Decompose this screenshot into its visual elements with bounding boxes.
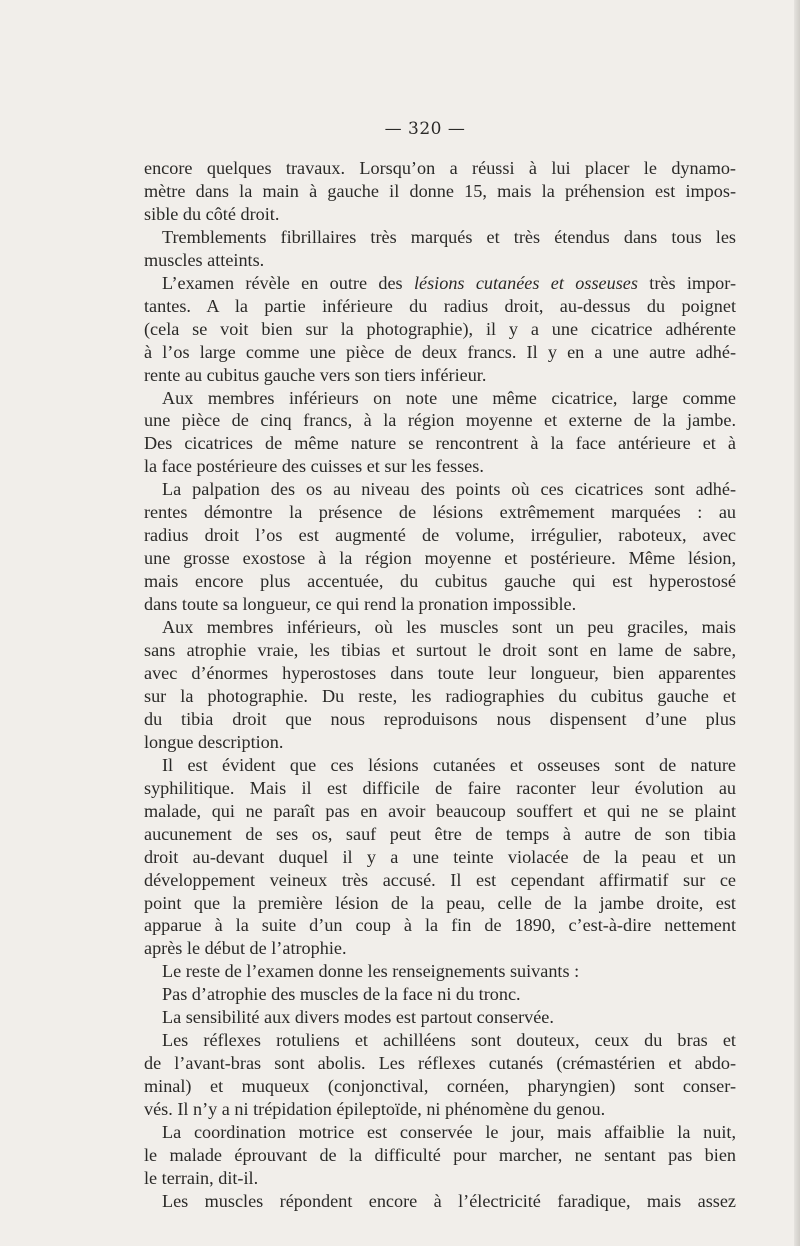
text-line: sans atrophie vraie, les tibias et surtout le droit sont en lame de sabre, bbox=[144, 640, 736, 661]
text-line: La sensibilité aux divers modes est partout conservée. bbox=[162, 1007, 554, 1028]
text-line: sur la photographie. Du reste, les radiographies du cubitus gauche et bbox=[144, 685, 736, 706]
italic-phrase: lésions cutanées et osseuses bbox=[413, 272, 638, 293]
text-line: syphilitique. Mais il est difficile de faire raconter leur évolution au bbox=[144, 777, 736, 798]
text-line: dans toute sa longueur, ce qui rend la pronation impossible. bbox=[144, 594, 577, 615]
text-line: La palpation des os au niveau des points où ces cicatrices sont adhé- bbox=[162, 479, 736, 500]
text-line: apparue à la suite d’un coup à la fin de 1890, c’est-à-dire nettement bbox=[144, 915, 736, 936]
text-line: Les réflexes rotuliens et achilléens sont douteux, ceux du bras et bbox=[162, 1030, 736, 1051]
text-line bbox=[144, 272, 736, 295]
text-line: développement veineux très accusé. Il est cependant affirmatif sur ce bbox=[144, 869, 736, 890]
text-line: Aux membres inférieurs, où les muscles sont un peu graciles, mais bbox=[162, 617, 736, 638]
text-line: mais encore plus accentuée, du cubitus gauche qui est hyperostosé bbox=[144, 571, 736, 592]
text-line: le malade éprouvant de la difficulté pour marcher, ne sentant pas bien bbox=[144, 1144, 736, 1165]
text-line: vés. Il n’y a ni trépidation épileptoïde, ni phénomène du genou. bbox=[144, 1099, 606, 1120]
text-line: à l’os large comme une pièce de deux francs. Il y en a une autre adhé- bbox=[144, 341, 736, 362]
text-line: Des cicatrices de même nature se rencontrent à la face antérieure et à bbox=[144, 433, 736, 454]
text-line: Pas d’atrophie des muscles de la face ni du tronc. bbox=[162, 984, 521, 1005]
text-line: Les muscles répondent encore à l’électricité faradique, mais assez bbox=[162, 1190, 736, 1211]
text-line: rente au cubitus gauche vers son tiers inférieur. bbox=[144, 364, 487, 385]
text-line: tantes. A la partie inférieure du radius droit, au-dessus du poignet bbox=[144, 295, 736, 316]
page-number: — 320 — bbox=[384, 119, 466, 139]
text-line: Aux membres inférieurs on note une même cicatrice, large comme bbox=[162, 387, 736, 408]
text-line: longue description. bbox=[144, 731, 284, 752]
text-line: avec d’énormes hyperostoses dans toute leur longueur, bien apparentes bbox=[144, 662, 736, 683]
text-line: malade, qui ne paraît pas en avoir beaucoup souffert et qui ne se plaint bbox=[144, 800, 736, 821]
text-line: mètre dans la main à gauche il donne 15, mais la préhension est impos- bbox=[144, 180, 736, 201]
text-line: la face postérieure des cuisses et sur les fesses. bbox=[144, 456, 484, 477]
text-line: du tibia droit que nous reproduisons nous dispensent d’une plus bbox=[144, 708, 736, 729]
text-line: après le début de l’atrophie. bbox=[144, 938, 347, 959]
text-line: Le reste de l’examen donne les renseignements suivants : bbox=[162, 961, 580, 982]
text-line: une grosse exostose à la région moyenne et postérieure. Même lésion, bbox=[144, 548, 736, 569]
text-line: (cela se voit bien sur la photographie), il y a une cicatrice adhérente bbox=[144, 318, 736, 339]
text-line: une pièce de cinq francs, à la région moyenne et externe de la jambe. bbox=[144, 410, 736, 431]
text-line: radius droit l’os est augmenté de volume, irrégulier, raboteux, avec bbox=[144, 525, 736, 546]
text-line: rentes démontre la présence de lésions extrêmement marquées : au bbox=[144, 502, 736, 523]
text-line: La coordination motrice est conservée le jour, mais affaiblie la nuit, bbox=[162, 1122, 736, 1143]
text-segment: très impor- bbox=[637, 272, 737, 293]
text-line: encore quelques travaux. Lorsqu’on a réussi à lui placer le dynamo- bbox=[144, 158, 736, 178]
text-line: minal) et muqueux (conjonctival, cornéen, pharyngien) sont conser- bbox=[144, 1076, 736, 1097]
text-line: aucunement de ses os, sauf peut être de temps à autre de son tibia bbox=[144, 823, 736, 844]
text-line: point que la première lésion de la peau, celle de la jambe droite, est bbox=[144, 892, 736, 913]
text-line: Il est évident que ces lésions cutanées et osseuses sont de nature bbox=[162, 754, 736, 775]
text-segment: L’examen révèle en outre des bbox=[162, 272, 414, 293]
text-line: de l’avant-bras sont abolis. Les réflexes cutanés (crémastérien et abdo- bbox=[144, 1053, 736, 1074]
text-line: Tremblements fibrillaires très marqués et très étendus dans tous les bbox=[162, 226, 736, 247]
body-text bbox=[144, 157, 736, 1213]
text-line: le terrain, dit-il. bbox=[144, 1167, 259, 1188]
text-line: sible du côté droit. bbox=[144, 203, 280, 224]
text-line: droit au-devant duquel il y a une teinte violacée de la peau et un bbox=[144, 846, 736, 867]
text-line: muscles atteints. bbox=[144, 249, 265, 270]
